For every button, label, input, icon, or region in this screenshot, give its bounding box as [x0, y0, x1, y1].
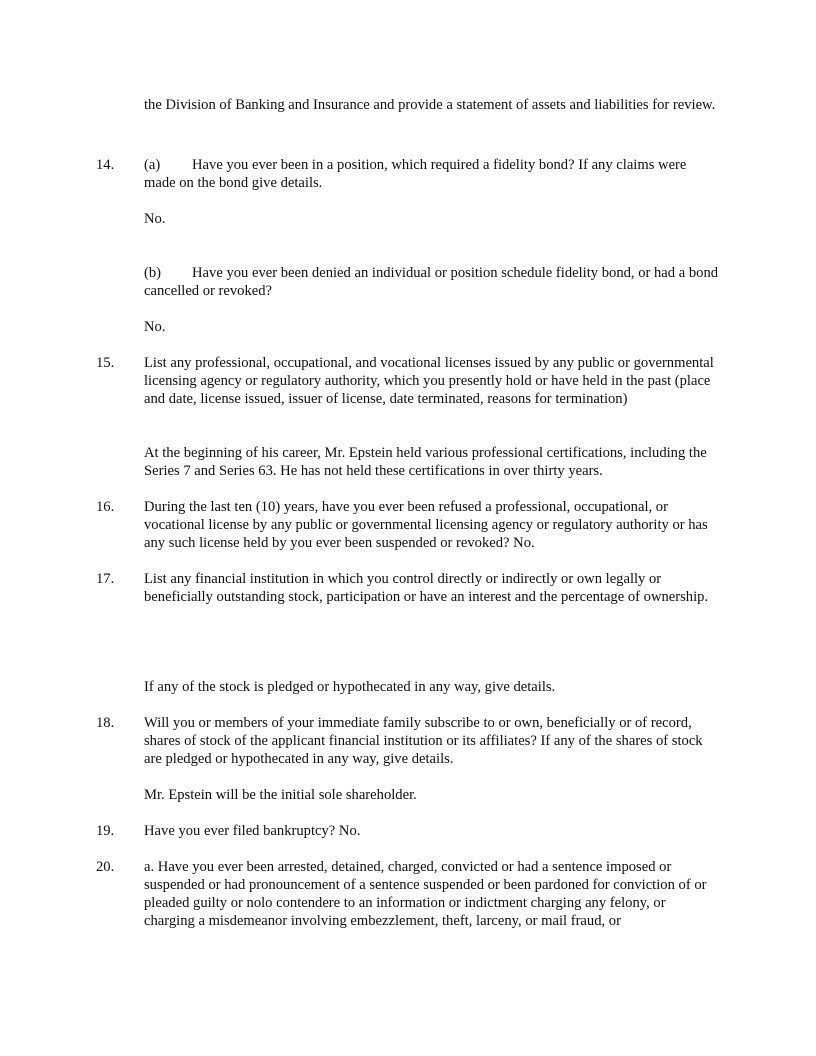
- item-number-19: 19.: [96, 823, 115, 839]
- item-14a-answer: No.: [144, 211, 166, 227]
- item-14b-label: (b): [144, 265, 162, 281]
- intro-continuation: the Division of Banking and Insurance and provide a statement of assets and liabilities for review.: [144, 97, 716, 113]
- item-17-followup: If any of the stock is pledged or hypothecated in any way, give details.: [144, 679, 556, 695]
- item-15-answer: At the beginning of his career, Mr. Epstein held various professional certifications, including the Series 7 and Series 63. He has not held these certifications in over thirty years.: [144, 445, 707, 479]
- item-14b-question: [144, 264, 720, 300]
- item-number-18: 18.: [96, 715, 115, 731]
- item-14b-answer: No.: [144, 319, 166, 335]
- item-number-15: 15.: [96, 355, 115, 371]
- item-18-question: Will you or members of your immediate family subscribe to or own, beneficially or of record, shares of stock of the applicant financial institution or its affiliates? If any of the shares of stock are pledged or hypothecated in any way, give details.: [144, 715, 703, 767]
- item-14b-text: Have you ever been denied an individual or position schedule fidelity bond, or had a bond cancelled or revoked?: [144, 265, 719, 299]
- item-14a-text: Have you ever been in a position, which required a fidelity bond? If any claims were made on the bond give details.: [144, 157, 687, 191]
- item-14a-label: (a): [144, 157, 161, 173]
- item-20-question: a. Have you ever been arrested, detained, charged, convicted or had a sentence imposed or suspended or had pronouncement of a sentence suspended or been pardoned for conviction of or pleaded guilty or nolo contendere to an information or indictment charging any felony, or charging a misdemeanor involving embezzlement, theft, larceny, or mail fraud, or: [144, 859, 707, 929]
- item-17-question: List any financial institution in which you control directly or indirectly or own legally or beneficially outstanding stock, participation or have an interest and the percentage of ownership.: [144, 571, 709, 605]
- item-18-answer: Mr. Epstein will be the initial sole shareholder.: [144, 787, 417, 803]
- item-19-question: Have you ever filed bankruptcy? No.: [144, 823, 361, 839]
- item-16-question: During the last ten (10) years, have you ever been refused a professional, occupational, or vocational license by any public or governmental licensing agency or regulatory authority or has any such license held by you ever been suspended or revoked? No.: [144, 499, 708, 551]
- item-14a-question: [144, 156, 720, 192]
- item-number-14: 14.: [96, 157, 115, 173]
- item-number-20: 20.: [96, 859, 115, 875]
- item-number-16: 16.: [96, 499, 115, 515]
- item-15-question: List any professional, occupational, and vocational licenses issued by any public or governmental licensing agency or regulatory authority, which you presently hold or have held in the past (place and date, license issued, issuer of license, date terminated, reasons for termination): [144, 355, 714, 407]
- item-number-17: 17.: [96, 571, 115, 587]
